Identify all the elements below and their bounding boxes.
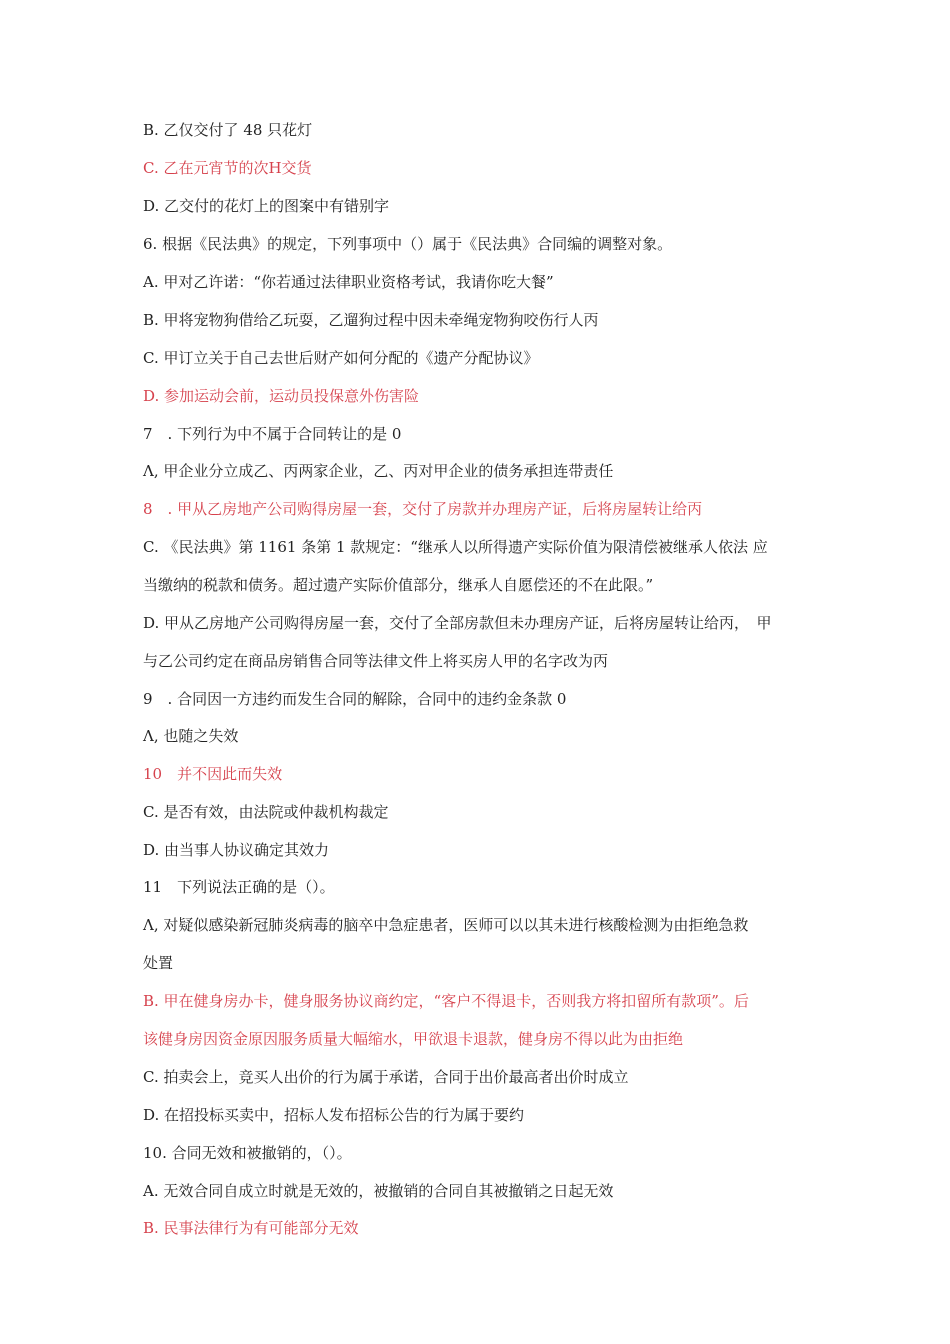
question-9: 9 . 合同因一方违约而发生合同的解除，合同中的违约金条款 0: [143, 690, 567, 708]
q7-option-c-line2: 当缴纳的税款和债务。超过遗产实际价值部分，继承人自愿偿还的不在此限。”: [143, 576, 654, 594]
answer-option-c-line: C. 乙在元宵节的次H交货: [143, 159, 312, 177]
q6-option-c: C. 甲订立关于自己去世后财产如何分配的《遗产分配协议》: [143, 349, 539, 367]
q9-option-c: C. 是否有效，由法院或仲裁机构裁定: [143, 803, 389, 821]
question-7: 7 . 下列行为中不属于合同转让的是 0: [143, 425, 402, 443]
q10-option-a: A. 无效合同自成立时就是无效的，被撤销的合同自其被撤销之日起无效: [143, 1182, 614, 1200]
q6-option-b: B. 甲将宠物狗借给乙玩耍，乙遛狗过程中因未牵绳宠物狗咬伤行人丙: [143, 311, 599, 329]
question-10: 10. 合同无效和被撤销的，（）。: [143, 1144, 352, 1162]
q9-option-d: D. 由当事人协议确定其效力: [143, 841, 330, 859]
q11-option-c: C. 拍卖会上，竞买人出价的行为属于承诺，合同于出价最高者出价时成立: [143, 1068, 629, 1086]
q11-option-a-line1: Λ, 对疑似感染新冠肺炎病毒的脑卒中急症患者，医师可以以其未进行核酸检测为由拒绝急救: [143, 916, 749, 934]
q7-option-c-line1: C. 《民法典》第 1161 条第 1 款规定：“继承人以所得遗产实际价值为限清偿被继承人依法 应: [143, 538, 768, 556]
q10-answer-option-b: B. 民事法律行为有可能部分无效: [143, 1219, 359, 1237]
q9-option-a: Λ, 也随之失效: [143, 727, 239, 745]
question-11: 11 下列说法正确的是（）。: [143, 878, 335, 896]
q11-option-d: D. 在招投标买卖中，招标人发布招标公告的行为属于要约: [143, 1106, 525, 1124]
option-b-line: B. 乙仅交付了 48 只花灯: [143, 121, 313, 139]
q11-answer-option-b-line1: B. 甲在健身房办卡，健身服务协议商约定，“客户不得退卡，否则我方将扣留所有款项”。后: [143, 992, 749, 1010]
q7-option-a: Λ, 甲企业分立成乙、丙两家企业，乙、丙对甲企业的债务承担连带责任: [143, 462, 614, 480]
q7-option-d-line1: D. 甲从乙房地产公司购得房屋一套，交付了全部房款但未办理房产证，后将房屋转让给丙， 甲: [143, 614, 772, 632]
q6-answer-option-d: D. 参加运动会前，运动员投保意外伤害险: [143, 387, 420, 405]
q7-option-d-line2: 与乙公司约定在商品房销售合同等法律文件上将买房人甲的名字改为丙: [143, 652, 609, 670]
q11-answer-option-b-line2: 该健身房因资金原因服务质量大幅缩水，甲欲退卡退款，健身房不得以此为由拒绝: [143, 1030, 684, 1048]
q7-answer-line: 8 . 甲从乙房地产公司购得房屋一套，交付了房款并办理房产证，后将房屋转让给丙: [143, 500, 703, 518]
option-d-line: D. 乙交付的花灯上的图案中有错别字: [143, 197, 390, 215]
q9-answer-line: 10 并不因此而失效: [143, 765, 283, 783]
q6-option-a: A. 甲对乙许诺：“你若通过法律职业资格考试，我请你吃大餐”: [143, 273, 554, 291]
question-6: 6. 根据《民法典》的规定，下列事项中（）属于《民法典》合同编的调整对象。: [143, 235, 673, 253]
q11-option-a-line2: 处置: [143, 954, 174, 972]
